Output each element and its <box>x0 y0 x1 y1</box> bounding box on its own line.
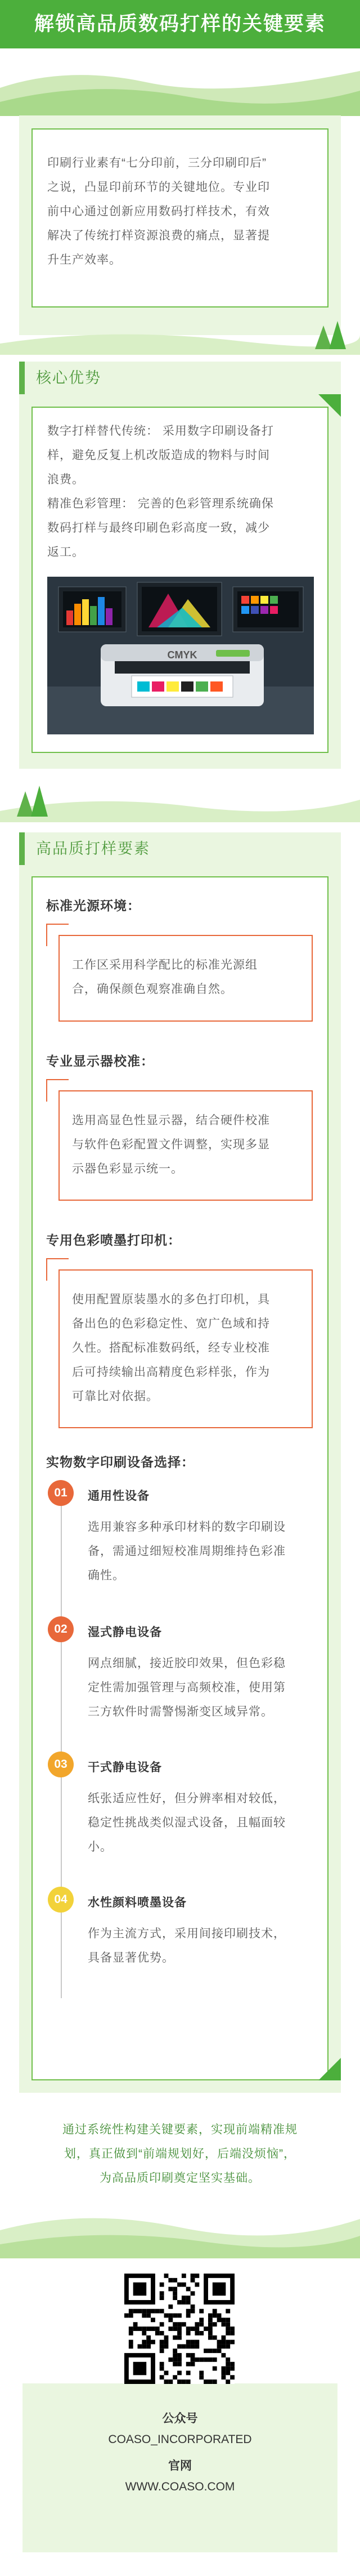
device-line: 具备显著优势。 <box>88 1951 174 1964</box>
monitor-line: 示器色彩显示统一。 <box>72 1162 183 1175</box>
light-source-box <box>58 935 313 1022</box>
device-line: 选用兼容多种承印材料的数字印刷设 <box>88 1521 286 1534</box>
intro-line: 印刷行业素有“七分印前，三分印刷印后” <box>47 157 267 170</box>
intro-card <box>32 128 328 307</box>
intro-line: 前中心通过创新应用数码打样技术，有效 <box>47 205 270 218</box>
wechat-id: COASO_INCORPORATED <box>108 2433 252 2446</box>
section-bar <box>19 362 25 394</box>
inkjet-printer-heading: 专用色彩喷墨打印机： <box>46 1233 181 1247</box>
light-source-line: 合，确保颜色观察准确自然。 <box>72 983 233 996</box>
printer-brand-text: CMYK <box>167 649 197 661</box>
device-line: 确性。 <box>88 1569 125 1582</box>
monitor-line: 选用高显色性显示器，结合硬件校准 <box>72 1114 270 1127</box>
summary-text <box>19 2118 341 2190</box>
device-line: 网点细腻，接近胶印效果，但色彩稳 <box>88 1657 286 1670</box>
trees-decoration <box>0 772 360 822</box>
card-corner-decoration <box>318 394 341 417</box>
device-line: 备，需通过细短校准周期维持色彩准 <box>88 1545 286 1558</box>
core-text <box>47 419 316 564</box>
device-title: 通用性设备 <box>88 1490 150 1503</box>
light-source-heading: 标准光源环境： <box>46 898 141 913</box>
device-title: 水性颜料喷墨设备 <box>88 1896 187 1909</box>
core-line: 返工。 <box>47 546 84 559</box>
inkjet-line: 后可持续输出高精度色彩样张，作为 <box>72 1366 270 1379</box>
page-title: 解锁高品质数码打样的关键要素 <box>34 13 326 35</box>
device-line: 稳定性挑战类似湿式设备，且幅面较 <box>88 1816 286 1829</box>
inkjet-line: 久性。搭配标准数码纸，经专业校准 <box>72 1342 270 1354</box>
qr-code <box>124 2274 235 2384</box>
quality-section-header <box>19 832 341 865</box>
intro-text <box>47 151 316 272</box>
hills-decoration <box>0 2196 360 2258</box>
summary-line: 为高品质印刷奠定坚实基础。 <box>100 2172 260 2185</box>
core-line: 数字打样替代传统： 采用数字印刷设备打 <box>47 425 274 438</box>
summary-line: 划，真正做到“前端规划好，后端没烦恼”， <box>64 2147 296 2160</box>
quality-section-label: 高品质打样要素 <box>36 840 150 857</box>
inkjet-line: 可靠比对依据。 <box>72 1390 159 1403</box>
core-section-header <box>19 362 341 394</box>
device-title: 干式静电设备 <box>88 1761 162 1774</box>
card-corner-decoration <box>318 2058 341 2080</box>
inkjet-line: 使用配置原装墨水的多色打印机，具 <box>72 1293 270 1306</box>
device-line: 定性需加强管理与高频校准，使用第 <box>88 1681 286 1694</box>
devices-heading: 实物数字印刷设备选择： <box>46 1455 195 1469</box>
trees-decoration <box>0 315 360 355</box>
monitor-calibration-heading: 专业显示器校准： <box>46 1054 154 1068</box>
device-number-badge: 04 <box>48 1887 74 1913</box>
intro-line: 升生产效率。 <box>47 253 122 266</box>
core-line: 精准色彩管理： 完善的色彩管理系统确保 <box>47 497 274 510</box>
core-line: 数码打样与最终印刷色彩高度一致，减少 <box>47 522 270 534</box>
monitor-calibration-box <box>58 1090 313 1201</box>
monitor-line: 与软件色彩配置文件调整，实现多显 <box>72 1138 270 1151</box>
devices-timeline <box>61 1491 62 1998</box>
core-line: 浪费。 <box>47 473 84 486</box>
device-line: 三方软件时需警惕渐变区域异常。 <box>88 1705 273 1718</box>
device-number-badge: 03 <box>48 1751 74 1777</box>
summary-line: 通过系统性构建关键要素，实现前端精准规 <box>62 2123 298 2136</box>
inkjet-line: 备出色的色彩稳定性、宽广色域和持 <box>72 1317 270 1330</box>
core-line: 样，避免反复上机改版造成的物料与时间 <box>47 449 270 462</box>
printer-illustration <box>47 577 314 734</box>
core-section-label: 核心优势 <box>36 369 101 386</box>
site-url[interactable]: WWW.COASO.COM <box>125 2480 235 2493</box>
intro-line: 之说，凸显印前环节的关键地位。专业印 <box>47 181 270 194</box>
device-number-badge: 02 <box>48 1616 74 1642</box>
intro-line: 解决了传统打样资源浪费的痛点，显著提 <box>47 229 270 242</box>
hills-decoration <box>0 48 360 116</box>
device-line: 作为主流方式，采用间接印刷技术， <box>88 1927 286 1940</box>
device-line: 小。 <box>88 1840 112 1853</box>
inkjet-printer-box <box>58 1269 313 1428</box>
site-label: 官网 <box>168 2459 192 2472</box>
section-bar <box>19 832 25 865</box>
core-card <box>32 407 328 753</box>
light-source-line: 工作区采用科学配比的标准光源组 <box>72 959 258 971</box>
device-title: 湿式静电设备 <box>88 1626 162 1639</box>
wechat-label: 公众号 <box>162 2412 198 2425</box>
device-number-badge: 01 <box>48 1480 74 1506</box>
device-line: 纸张适应性好，但分辨率相对较低， <box>88 1792 286 1805</box>
